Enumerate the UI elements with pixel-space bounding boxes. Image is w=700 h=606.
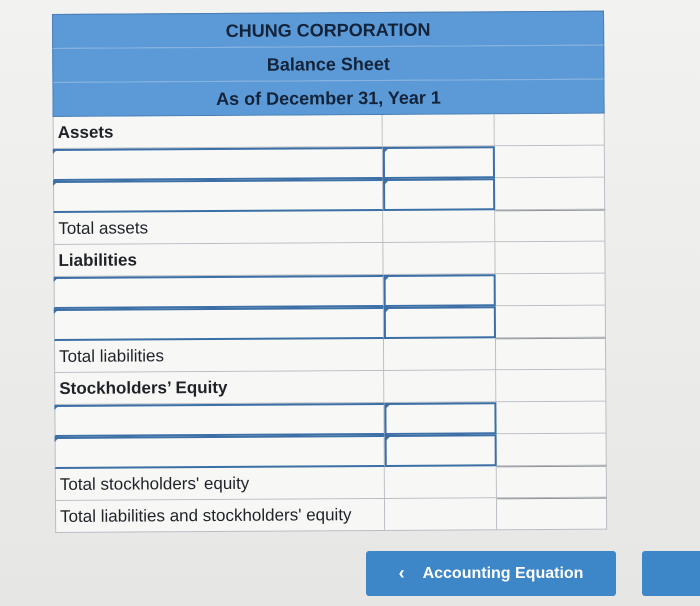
total-liabilities-equity-label: Total liabilities and stockholders' equity	[55, 499, 385, 533]
total-assets-input[interactable]	[495, 210, 605, 243]
assets-label: Assets	[53, 115, 383, 149]
total-equity-input[interactable]	[497, 466, 607, 499]
total-liabilities-equity-input[interactable]	[497, 498, 607, 531]
total-liabilities-row	[54, 338, 606, 373]
equity-entry-row-2	[55, 434, 607, 469]
equity-amount-input-1[interactable]	[384, 402, 496, 435]
accounting-equation-label: Accounting Equation	[422, 564, 584, 582]
equity-account-input-1[interactable]	[54, 403, 384, 437]
total-liabilities-label: Total liabilities	[54, 339, 384, 373]
liability-entry-row-1	[54, 274, 606, 309]
total-liabilities-equity-row	[55, 498, 607, 533]
liability-account-input-2[interactable]	[54, 307, 384, 341]
liability-amount-input-2[interactable]	[384, 306, 496, 339]
liability-account-input-1[interactable]	[54, 275, 384, 309]
chevron-left-icon: ‹	[398, 563, 405, 583]
company-name: CHUNG CORPORATION	[52, 11, 604, 48]
equity-account-input-2[interactable]	[55, 435, 385, 469]
equity-amount-input-2[interactable]	[385, 434, 497, 467]
total-equity-row	[55, 466, 607, 501]
liability-amount-input-1[interactable]	[384, 274, 496, 307]
asset-amount-input-1[interactable]	[383, 146, 495, 179]
total-assets-row	[53, 210, 605, 245]
total-liabilities-input[interactable]	[496, 338, 606, 371]
assets-heading-row	[53, 114, 605, 149]
asset-amount-input-2[interactable]	[383, 178, 495, 211]
next-button[interactable]	[642, 551, 700, 596]
equity-heading-row	[54, 370, 606, 405]
asset-entry-row-1	[53, 146, 605, 181]
liability-entry-row-2	[54, 306, 606, 341]
asset-account-input-1[interactable]	[53, 147, 383, 181]
statement-date: As of December 31, Year 1	[52, 79, 604, 117]
statement-title: Balance Sheet	[52, 45, 604, 82]
equity-label: Stockholders’ Equity	[54, 371, 384, 405]
balance-sheet-table	[52, 11, 607, 533]
total-equity-label: Total stockholders' equity	[55, 467, 385, 501]
accounting-equation-button[interactable]	[366, 551, 616, 596]
liabilities-heading-row	[53, 242, 605, 277]
liabilities-label: Liabilities	[53, 243, 383, 277]
asset-account-input-2[interactable]	[53, 179, 383, 213]
asset-entry-row-2	[53, 178, 605, 213]
total-assets-label: Total assets	[53, 211, 383, 245]
equity-entry-row-1	[54, 402, 606, 437]
